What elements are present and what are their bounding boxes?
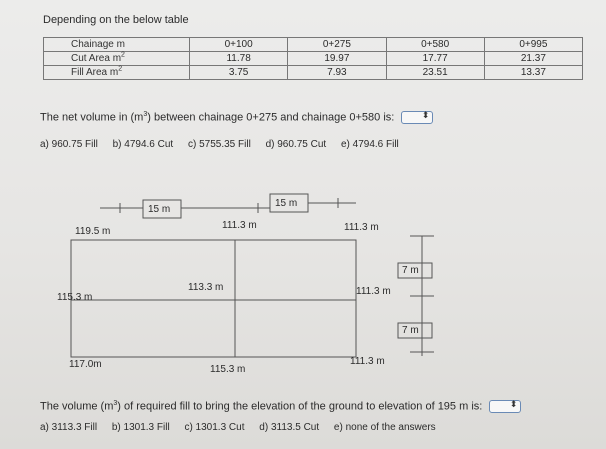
question-2-text: The volume $(m^3)$ of required fill to bring the elevation of the ground to elevation of 195 m is: ⬍ [40,400,521,413]
dim-7m-bottom: 7 m [402,325,419,336]
elev-center-mid: 113.3 m [188,282,224,293]
q1-option-c: c) 5755.35 Fill [187,139,251,150]
elev-left-bottom: 117.0m [69,359,102,370]
elev-left-top: 119.5 m [75,226,111,237]
table-cell: 19.97 [288,52,386,66]
row-label: Fill Area $m^2$ [44,66,190,80]
table-cell: 0+995 [484,38,582,52]
question-2-answer-dropdown[interactable] [489,400,521,413]
elev-left-mid: 115.3 m [57,292,93,303]
row-label: Chainage m [44,38,190,52]
dim-7m-top: 7 m [402,265,419,276]
q2-option-e: e) none of the answers [333,422,436,433]
chevron-updown-icon: ⬍ [421,110,430,120]
dim-15m-right: 15 m [275,198,298,209]
q2-option-b: b) 1301.3 Fill [111,422,170,433]
elev-right-top: 111.3 m [344,222,379,233]
question-1-text: The net volume in $(m^3)$ between chainage 0+275 and chainage 0+580 is: ⬍ [40,111,433,124]
elev-mid-bottom: 115.3 m [210,364,246,375]
q2-option-a: a) 3113.3 Fill [40,422,98,433]
q1-option-a: a) 960.75 Fill [40,139,98,150]
question-2-options [40,422,448,433]
q1-option-b: b) 4794.6 Cut [112,139,174,150]
q1-option-e: e) 4794.6 Fill [340,139,399,150]
table-cell: 0+275 [288,38,386,52]
instructions-heading: Depending on the below table [43,14,189,26]
table-cell: 3.75 [190,66,288,80]
table-cell: 21.37 [484,52,582,66]
table-cell: 0+100 [190,38,288,52]
table-cell: 13.37 [484,66,582,80]
elev-mid-top: 111.3 m [222,220,257,231]
dim-15m-left: 15 m [148,204,171,215]
table-cell: 17.77 [386,52,484,66]
table-cell: 7.93 [288,66,386,80]
elev-right-bottom: 111.3 m [350,356,385,367]
q1-option-d: d) 960.75 Cut [265,139,327,150]
table-cell: 23.51 [386,66,484,80]
table-cell: 11.78 [190,52,288,66]
chevron-updown-icon: ⬍ [509,399,518,409]
elev-right-mid: 111.3 m [356,286,391,297]
q2-option-c: c) 1301.3 Cut [184,422,245,433]
q2-option-d: d) 3113.5 Cut [259,422,320,433]
row-label: Cut Area $m^2$ [44,52,190,66]
table-cell: 0+580 [386,38,484,52]
grid-outer-rect [71,240,356,357]
